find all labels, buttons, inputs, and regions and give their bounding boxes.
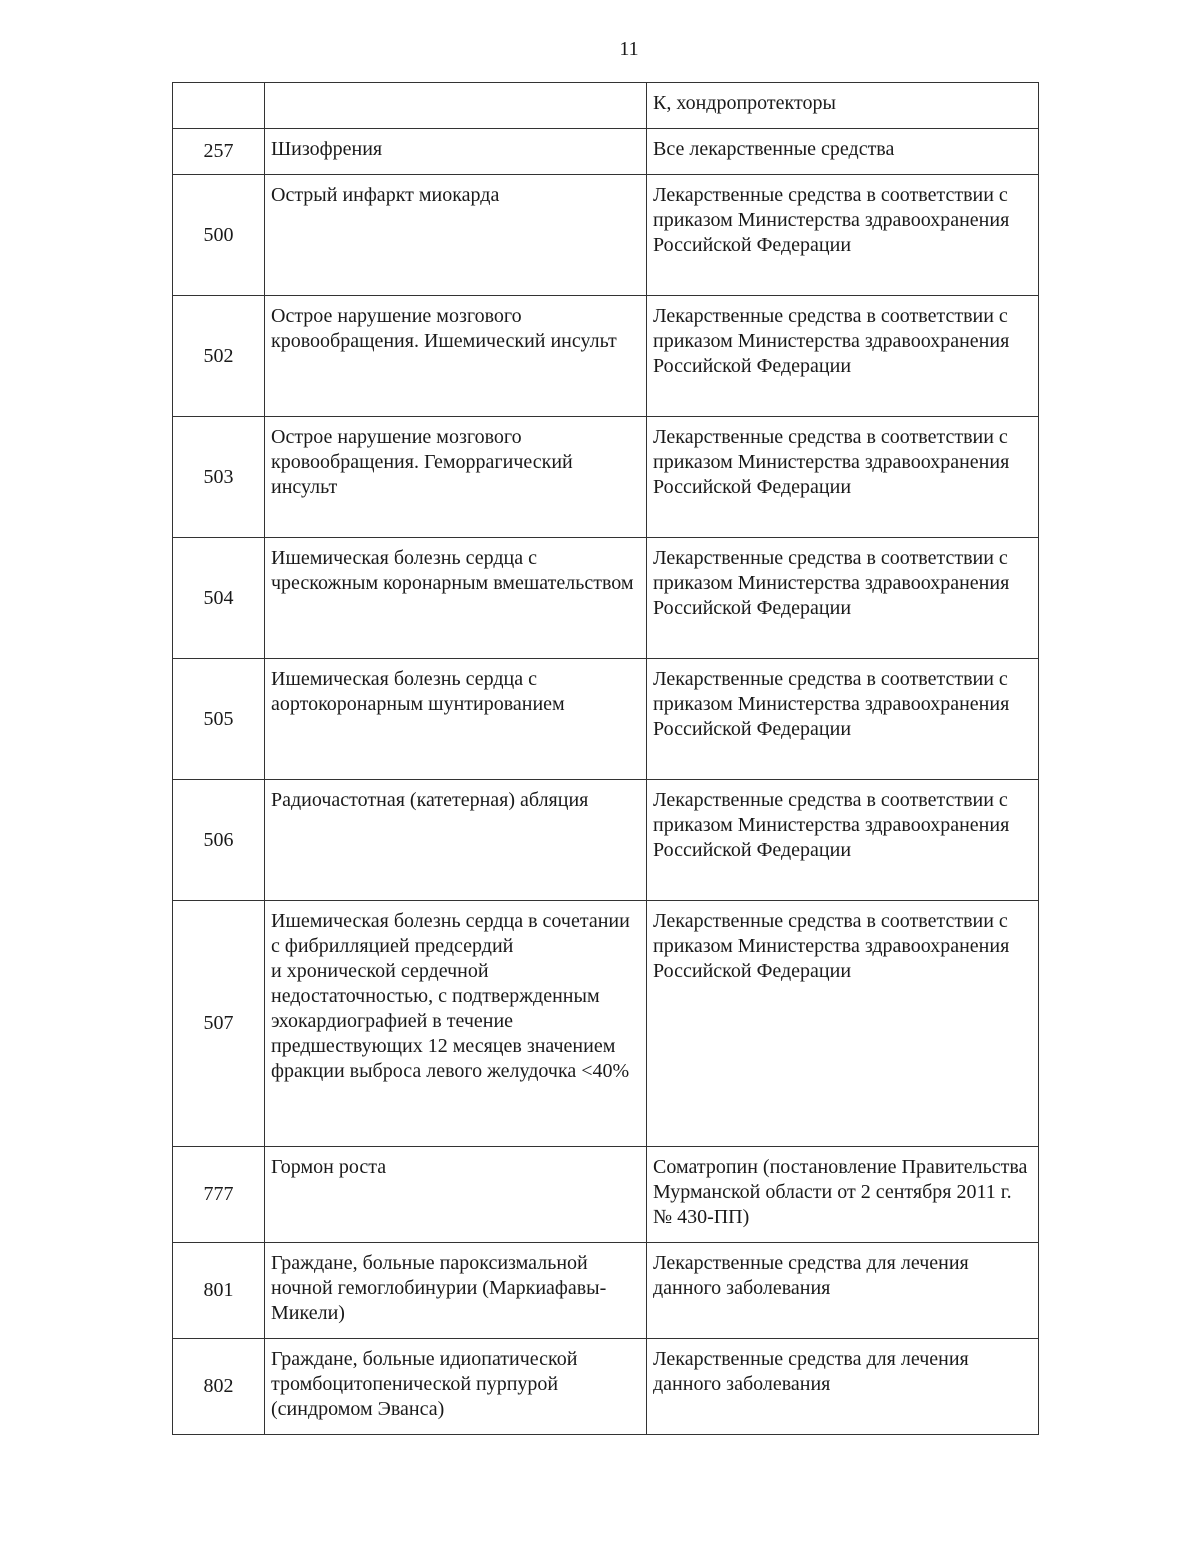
row-drugs: Лекарственные средства для лечения данного заболевания: [647, 1243, 1039, 1339]
row-condition: Острое нарушение мозгового кровообращения. Ишемический инсульт: [265, 296, 647, 417]
row-condition: Острое нарушение мозгового кровообращения. Геморрагический инсульт: [265, 417, 647, 538]
row-code: 257: [173, 129, 265, 175]
row-drugs: Лекарственные средства в соответствии с приказом Министерства здравоохранения Российской Федерации: [647, 296, 1039, 417]
row-code: 777: [173, 1147, 265, 1243]
row-code: 506: [173, 780, 265, 901]
row-condition: Гормон роста: [265, 1147, 647, 1243]
table-row: [173, 296, 1039, 417]
row-condition: [265, 83, 647, 129]
table-row: [173, 538, 1039, 659]
row-condition: Шизофрения: [265, 129, 647, 175]
table-row: [173, 83, 1039, 129]
row-drugs: Лекарственные средства в соответствии с приказом Министерства здравоохранения Российской Федерации: [647, 901, 1039, 1147]
row-code: 505: [173, 659, 265, 780]
table-row: [173, 659, 1039, 780]
row-code: 502: [173, 296, 265, 417]
table-row: [173, 175, 1039, 296]
row-drugs: Соматропин (постановление Правительства Мурманской области от 2 сентября 2011 г. № 430-ПП): [647, 1147, 1039, 1243]
row-condition: Ишемическая болезнь сердца с чрескожным коронарным вмешательством: [265, 538, 647, 659]
row-code: 507: [173, 901, 265, 1147]
row-condition: Острый инфаркт миокарда: [265, 175, 647, 296]
row-condition: Ишемическая болезнь сердца с аортокоронарным шунтированием: [265, 659, 647, 780]
drug-coverage-table: [172, 82, 1039, 1435]
row-code: 801: [173, 1243, 265, 1339]
row-drugs: Лекарственные средства в соответствии с приказом Министерства здравоохранения Российской Федерации: [647, 538, 1039, 659]
row-drugs: Лекарственные средства в соответствии с приказом Министерства здравоохранения Российской Федерации: [647, 417, 1039, 538]
row-code: 802: [173, 1339, 265, 1435]
row-condition: Граждане, больные идиопатической тромбоцитопенической пурпурой (синдромом Эванса): [265, 1339, 647, 1435]
table-row: [173, 1147, 1039, 1243]
row-drugs: Лекарственные средства для лечения данного заболевания: [647, 1339, 1039, 1435]
row-code: 503: [173, 417, 265, 538]
row-drugs: Все лекарственные средства: [647, 129, 1039, 175]
row-drugs: Лекарственные средства в соответствии с приказом Министерства здравоохранения Российской Федерации: [647, 780, 1039, 901]
table-row: [173, 1339, 1039, 1435]
table-row: [173, 780, 1039, 901]
table-row: [173, 129, 1039, 175]
row-code: 504: [173, 538, 265, 659]
row-condition: Радиочастотная (катетерная) абляция: [265, 780, 647, 901]
page-number: 11: [619, 38, 639, 60]
row-drugs: К, хондропротекторы: [647, 83, 1039, 129]
row-code: [173, 83, 265, 129]
row-condition: Ишемическая болезнь сердца в сочетании с фибрилляцией предсердий и хронической сердечной недостаточностью, с подтвержденным эхокардиографией в течение предшествующих 12 месяцев значением фракции выброса левого желудочка <40%: [265, 901, 647, 1147]
row-condition: Граждане, больные пароксизмальной ночной гемоглобинурии (Маркиафавы-Микели): [265, 1243, 647, 1339]
row-drugs: Лекарственные средства в соответствии с приказом Министерства здравоохранения Российской Федерации: [647, 659, 1039, 780]
row-drugs: Лекарственные средства в соответствии с приказом Министерства здравоохранения Российской Федерации: [647, 175, 1039, 296]
table-row: [173, 901, 1039, 1147]
row-code: 500: [173, 175, 265, 296]
table-row: [173, 1243, 1039, 1339]
table-row: [173, 417, 1039, 538]
